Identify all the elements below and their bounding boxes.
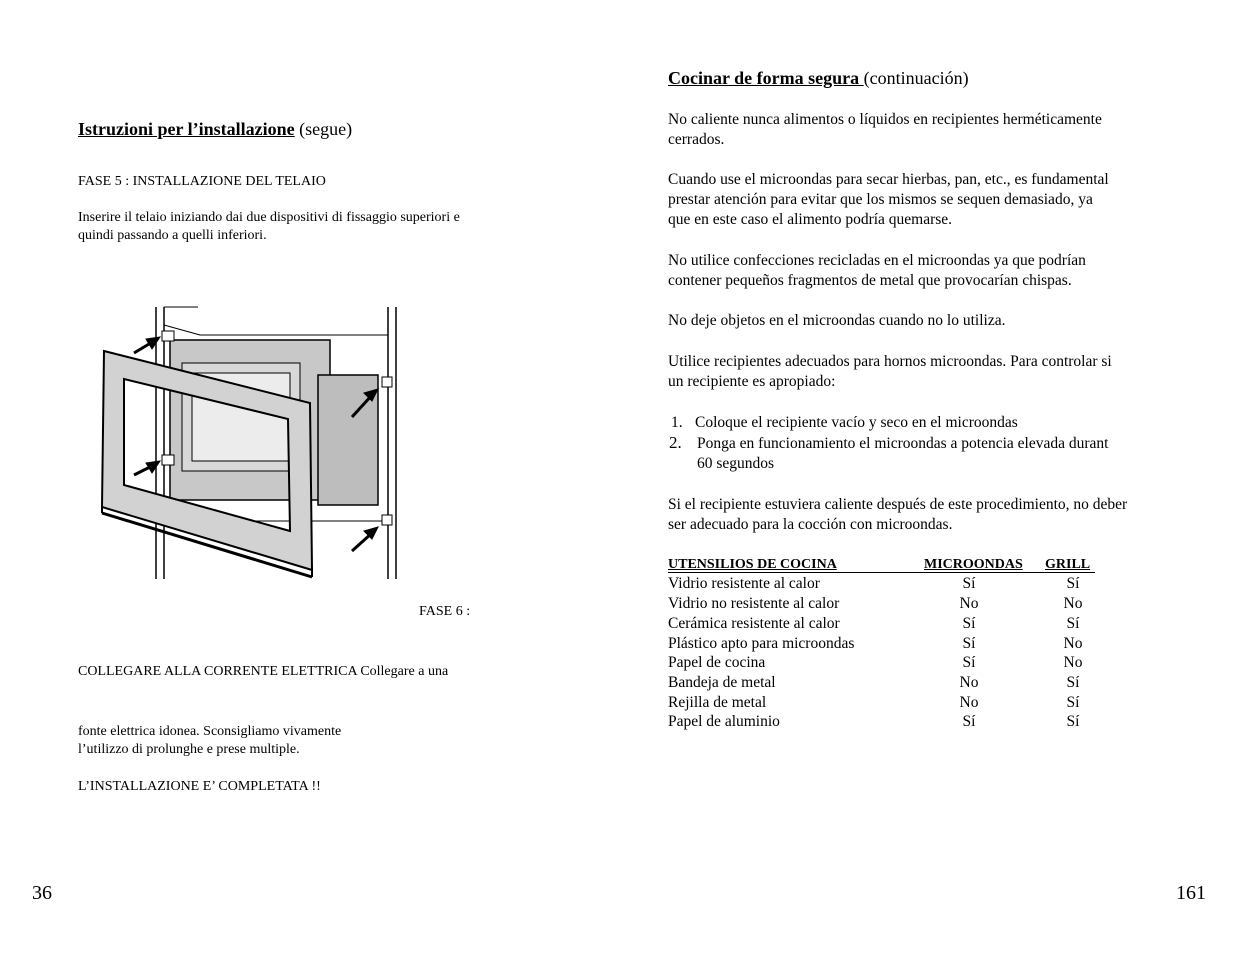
- table-cell-utensil: Vidrio no resistente al calor: [668, 595, 840, 612]
- table-cell-grill: Sí: [1066, 615, 1080, 632]
- installation-complete: L’INSTALLAZIONE E’ COMPLETATA !!: [78, 779, 321, 794]
- table-cell-utensil: Rejilla de metal: [668, 694, 767, 711]
- p2-line-2: prestar atención para evitar que los mismos se sequen demasiado, ya: [668, 191, 1093, 208]
- p2-line-3: que en este caso el alimento podría quemarse.: [668, 211, 953, 228]
- list-2-text-cont: 60 segundos: [697, 455, 775, 472]
- table-cell-grill: Sí: [1066, 674, 1080, 691]
- table-cell-utensil: Vidrio resistente al calor: [668, 575, 820, 592]
- table-cell-utensil: Cerámica resistente al calor: [668, 615, 840, 632]
- table-cell-utensil: Plástico apto para microondas: [668, 635, 855, 652]
- p1-line-2: cerrados.: [668, 131, 725, 148]
- step6-title: FASE 6 :: [419, 604, 471, 619]
- table-cell-grill: No: [1063, 595, 1083, 612]
- left-heading-rest: (segue): [294, 119, 353, 139]
- step5-title: FASE 5 : INSTALLAZIONE DEL TELAIO: [78, 174, 326, 189]
- p6-line-1: Si el recipiente estuviera caliente después de este procedimiento, no deber: [668, 496, 1128, 513]
- table-row: [668, 654, 1108, 674]
- table-cell-microwave: Sí: [962, 713, 976, 730]
- p6-line-2: ser adecuado para la cocción con microondas.: [668, 516, 953, 533]
- table-row: [668, 575, 1108, 595]
- connect-line: COLLEGARE ALLA CORRENTE ELETTRICA Collegare a una: [78, 664, 449, 679]
- p2-line-1: Cuando use el microondas para secar hierbas, pan, etc., es fundamental: [668, 171, 1109, 188]
- table-cell-grill: No: [1063, 654, 1083, 671]
- table-cell-grill: No: [1063, 635, 1083, 652]
- list-2-number: 2.: [669, 433, 682, 452]
- table-header-underline: [668, 572, 1095, 573]
- table-cell-utensil: Papel de aluminio: [668, 713, 780, 730]
- list-1-number: 1.: [671, 414, 683, 431]
- p3-line-1: No utilice confecciones recicladas en el microondas ya que podrían: [668, 252, 1086, 269]
- right-heading-bold: Cocinar de forma segura: [668, 68, 864, 88]
- step5-line-1: Inserire il telaio iniziando dai due dispositivi di fissaggio superiori e: [78, 210, 460, 225]
- frame-installation-illustration: [90, 295, 420, 595]
- left-heading-bold: Istruzioni per l’installazione: [78, 119, 295, 139]
- table-row: [668, 674, 1108, 694]
- p1-line-1: No caliente nunca alimentos o líquidos en recipientes herméticamente: [668, 111, 1102, 128]
- table-cell-grill: Sí: [1066, 575, 1080, 592]
- table-header-microwave: MICROONDAS: [924, 557, 1023, 572]
- table-cell-microwave: No: [959, 674, 979, 691]
- right-page-number: 161: [1176, 882, 1206, 904]
- table-row: [668, 635, 1108, 655]
- p4: No deje objetos en el microondas cuando no lo utiliza.: [668, 312, 1006, 329]
- table-cell-microwave: Sí: [962, 654, 976, 671]
- table-cell-utensil: Papel de cocina: [668, 654, 766, 671]
- table-cell-microwave: No: [959, 595, 979, 612]
- right-page-heading: [668, 68, 969, 89]
- table-cell-microwave: No: [959, 694, 979, 711]
- table-cell-grill: Sí: [1066, 713, 1080, 730]
- p5-line-1: Utilice recipientes adecuados para hornos microondas. Para controlar si: [668, 353, 1112, 370]
- p5-line-2: un recipiente es apropiado:: [668, 373, 836, 390]
- step5-line-2: quindi passando a quelli inferiori.: [78, 228, 267, 243]
- table-cell-utensil: Bandeja de metal: [668, 674, 776, 691]
- p3-line-2: contener pequeños fragmentos de metal que provocarían chispas.: [668, 272, 1072, 289]
- table-row: [668, 694, 1108, 714]
- power-line-2: l’utilizzo di prolunghe e prese multiple.: [78, 742, 300, 757]
- table-cell-grill: Sí: [1066, 694, 1080, 711]
- left-page-number: 36: [32, 882, 52, 904]
- list-1-text: Coloque el recipiente vacío y seco en el microondas: [695, 414, 1018, 431]
- table-header-grill: GRILL: [1045, 557, 1091, 572]
- list-2-text: Ponga en funcionamiento el microondas a potencia elevada durant: [697, 435, 1109, 452]
- table-row: [668, 595, 1108, 615]
- table-cell-microwave: Sí: [962, 635, 976, 652]
- right-heading-rest: (continuación): [863, 68, 969, 88]
- table-cell-microwave: Sí: [962, 575, 976, 592]
- left-page-heading: [78, 119, 352, 140]
- table-cell-microwave: Sí: [962, 615, 976, 632]
- power-line-1: fonte elettrica idonea. Sconsigliamo vivamente: [78, 724, 342, 739]
- table-row: [668, 713, 1108, 733]
- table-header-utensils: UTENSILIOS DE COCINA: [668, 557, 837, 572]
- table-row: [668, 615, 1108, 635]
